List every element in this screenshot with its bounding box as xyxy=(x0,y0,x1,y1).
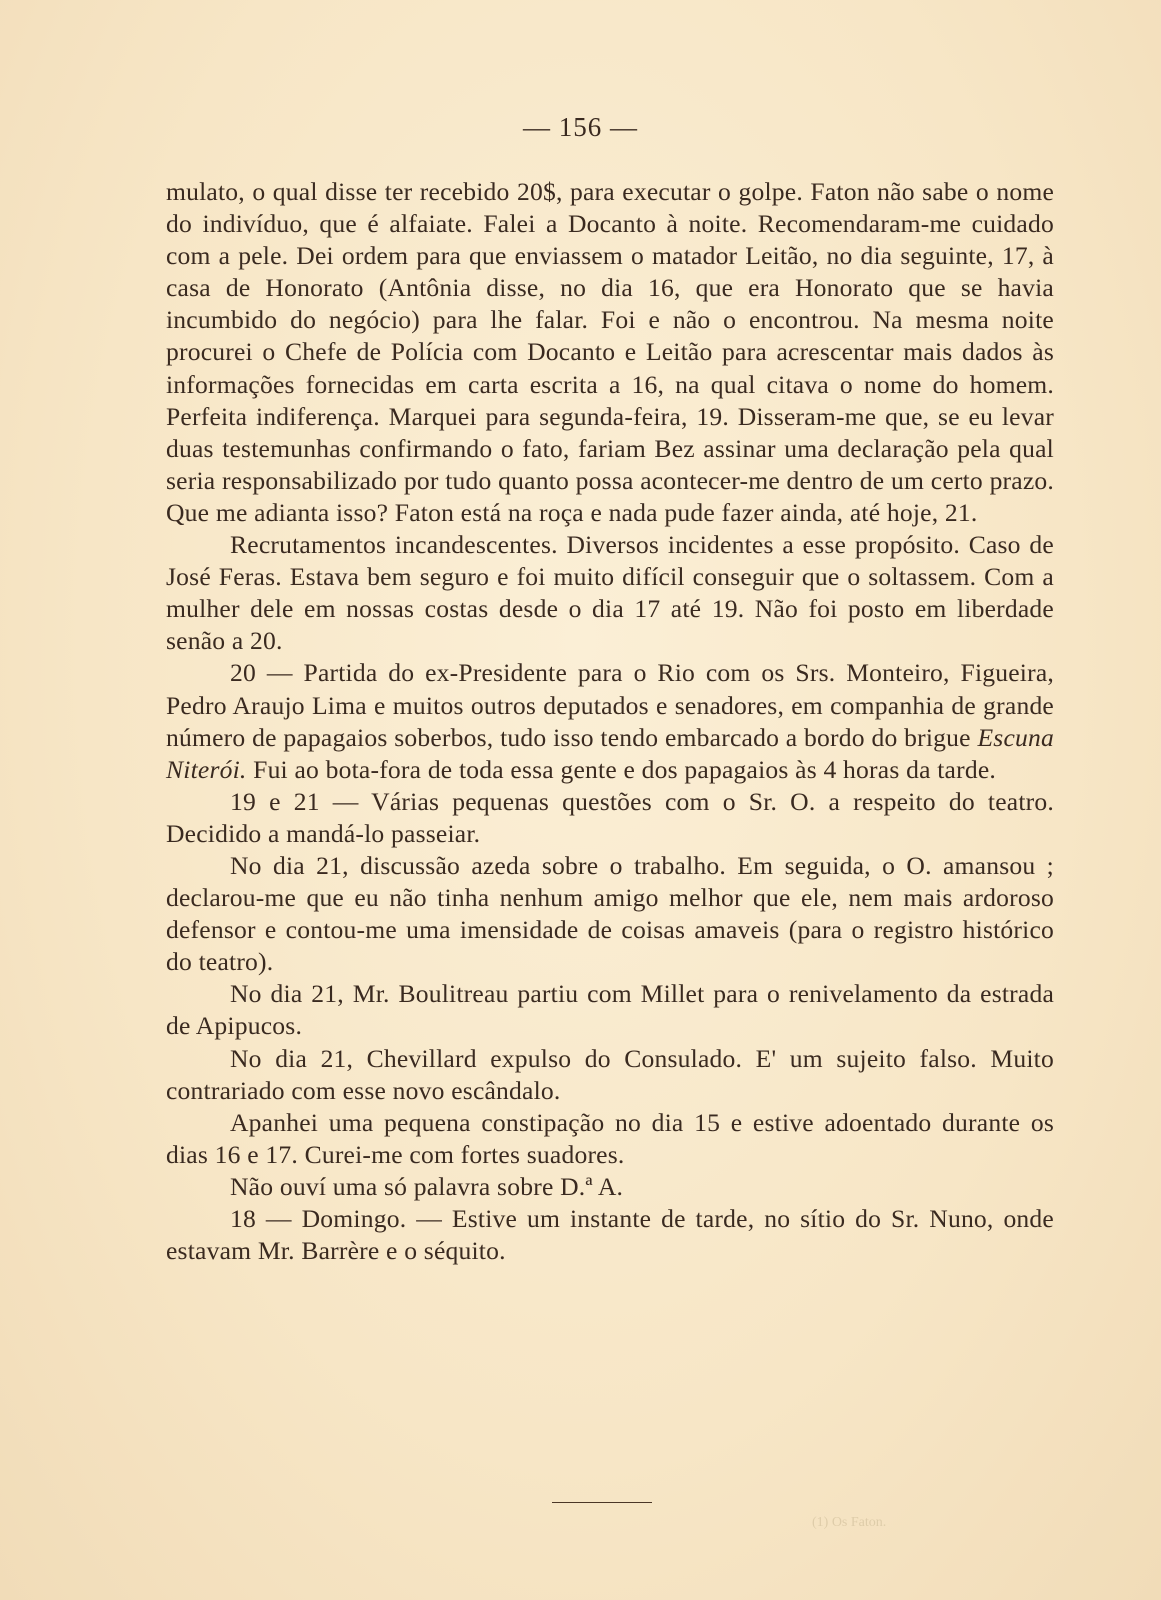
paragraph-6: No dia 21, Mr. Boulitreau partiu com Millet para o renivelamento da estrada de Apipucos. xyxy=(166,979,1054,1041)
paragraph-2: Recrutamentos incandescentes. Diversos incidentes a esse propósito. Caso de José Feras. Estava bem seguro e foi muito difícil conseguir que o soltassem. Com a mulher dele em nossas costas desde o dia 17 até 19. Não foi posto em liberdade senão a 20. xyxy=(166,530,1054,656)
footnote-separator-rule xyxy=(552,1502,652,1503)
paragraph-3-text-after: Fui ao bota-fora de toda essa gente e dos papagaios às 4 horas da tarde. xyxy=(246,754,996,784)
paragraph-1: mulato, o qual disse ter recebido 20$, para executar o golpe. Faton não sabe o nome do indivíduo, que é alfaiate. Falei a Docanto à noite. Recomendaram-me cuidado com a pele. Dei ordem para que enviassem o matador Leitão, no dia seguinte, 17, à casa de Honorato (Antônia disse, no dia 16, que era Honorato que se havia incumbido do negócio) para lhe falar. Foi e não o encontrou. Na mesma noite procurei o Chefe de Polícia com Docanto e Leitão para acrescentar mais dados às informações fornecidas em carta escrita a 16, na qual citava o nome do homem. Perfeita indiferença. Marquei para segunda-feira, 19. Disseram-me que, se eu levar duas testemunhas confirmando o fato, fariam Bez assinar uma declaração pela qual seria responsabilizado por tudo quanto possa acontecer-me dentro de um certo prazo. Que me adianta isso? Faton está na roça e nada pude fazer ainda, até hoje, 21. xyxy=(166,177,1054,527)
paragraph-5: No dia 21, discussão azeda sobre o trabalho. Em seguida, o O. amansou ; declarou-me que eu não tinha nenhum amigo melhor que ele, nem mais ardoroso defensor e contou-me uma imensidade de coisas amaveis (para o registro histórico do teatro). xyxy=(166,850,1054,977)
paragraph-8: Apanhei uma pequena constipação no dia 15 e estive adoentado durante os dias 16 e 17. Curei-me com fortes suadores. xyxy=(166,1107,1054,1169)
page-number: — 156 — xyxy=(523,112,638,142)
paragraph-4: 19 e 21 — Várias pequenas questões com o Sr. O. a respeito do teatro. Decidido a mandá-lo passeiar. xyxy=(166,786,1054,848)
paragraph-3 xyxy=(166,657,1054,785)
paragraph-7: No dia 21, Chevillard expulso do Consulado. E' um sujeito falso. Muito contrariado com esse novo escândalo. xyxy=(166,1043,1054,1105)
paragraph-10: 18 — Domingo. — Estive um instante de tarde, no sítio do Sr. Nuno, onde estavam Mr. Barrère e o séquito. xyxy=(166,1204,1054,1266)
body-text xyxy=(166,176,1054,1267)
ship-name-italic: Escuna Niterói. xyxy=(166,722,1054,784)
paragraph-9: Não ouví uma só palavra sobre D.ª A. xyxy=(230,1171,624,1201)
paragraph-3-text: 20 — Partida do ex-Presidente para o Rio com os Srs. Monteiro, Figueira, Pedro Araujo Lima e muitos outros deputados e senadores, em companhia de grande número de papagaios soberbos, tudo isso tendo embarcado a bordo do brigue xyxy=(166,658,1054,752)
bleed-through-footnote: (1) Os Faton. xyxy=(812,1515,887,1530)
